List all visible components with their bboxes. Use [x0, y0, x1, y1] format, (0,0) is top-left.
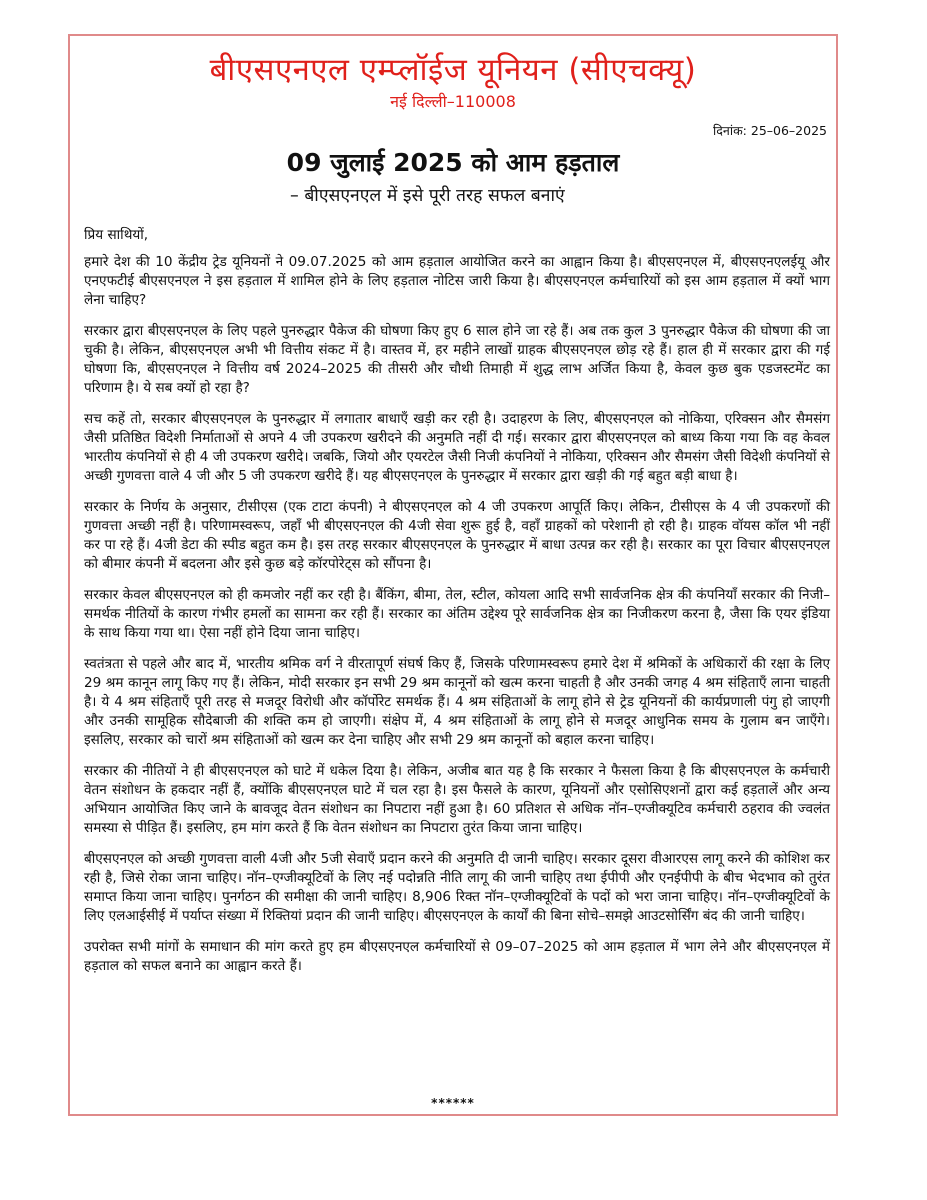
organization-city: नई दिल्ली–110008: [390, 92, 516, 111]
paragraph-1: हमारे देश की 10 केंद्रीय ट्रेड यूनियनों ने 09.07.2025 को आम हड़ताल आयोजित करने का आह्वान किया है। बीएसएनएल में, बीएसएनएलईयू और एनएफटीई बीएसएनएल ने इस हड़ताल में शामिल होने के लिए हड़ताल नोटिस जारी किया है। बीएसएनएल कर्मचारियों को इस आम हड़ताल में क्यों भाग लेना चाहिए?: [84, 254, 830, 308]
paragraph-5: सरकार केवल बीएसएनएल को ही कमजोर नहीं कर रही है। बैंकिंग, बीमा, तेल, स्टील, कोयला आदि सभी सार्वजनिक क्षेत्र की कंपनियाँ सरकार की निजी–समर्थक नीतियों के कारण गंभीर हमलों का सामना कर रही हैं। सरकार का अंतिम उद्देश्य पूरे सार्वजनिक क्षेत्र का निजीकरण करना है, जैसा कि एयर इंडिया के साथ किया गया था। ऐसा नहीं होने दिया जाना चाहिए।: [84, 587, 830, 641]
paragraph-8: बीएसएनएल को अच्छी गुणवत्ता वाली 4जी और 5जी सेवाएँ प्रदान करने की अनुमति दी जानी चाहिए। सरकार दूसरा वीआरएस लागू करने की कोशिश कर रही है, जिसे रोका जाना चाहिए। नॉन–एग्जीक्यूटिवों के लिए नई पदोन्नति नीति लागू की जानी चाहिए तथा ईपीपी और एनईपीपी के बीच भेदभाव को तुरंत समाप्त किया जाना चाहिए। पुनर्गठन की समीक्षा की जानी चाहिए। 8,906 रिक्त नॉन–एग्जीक्यूटिवों के पदों को भरा जाना चाहिए। नॉन–एग्जीक्यूटिवों के लिए एलआईसीई में पर्याप्त संख्या में रिक्तियां प्रदान की जानी चाहिए। बीएसएनएल के कार्यों की बिना सोचे–समझे आउटसोर्सिंग बंद की जानी चाहिए।: [84, 851, 830, 924]
letter-title: 09 जुलाई 2025 को आम हड़ताल: [286, 148, 620, 177]
paragraph-9: उपरोक्त सभी मांगों के समाधान की मांग करते हुए हम बीएसएनएल कर्मचारियों से 09–07–2025 को आम हड़ताल में भाग लेने और बीएसएनएल में हड़ताल को सफल बनाने का आह्वान करते हैं।: [84, 939, 830, 974]
paragraph-4: सरकार के निर्णय के अनुसार, टीसीएस (एक टाटा कंपनी) ने बीएसएनएल को 4 जी उपकरण आपूर्ति किए। लेकिन, टीसीएस के 4 जी उपकरणों की गुणवत्ता अच्छी नहीं है। परिणामस्वरूप, जहाँ भी बीएसएनएल की 4जी सेवा शुरू हुई है, वहाँ ग्राहकों को परेशानी हो रही है। ग्राहक वॉयस कॉल भी नहीं कर पा रहे हैं। 4जी डेटा की स्पीड बहुत कम है। इस तरह सरकार बीएसएनएल के पुनरुद्धार में बाधा उत्पन्न कर रही है। सरकार का पूरा विचार बीएसएनएल को बीमार कंपनी में बदलना और इसे कुछ बड़े कॉरपोरेट्स को सौंपना है।: [84, 499, 830, 572]
paragraph-2: सरकार द्वारा बीएसएनएल के लिए पहले पुनरुद्धार पैकेज की घोषणा किए हुए 6 साल होने जा रहे हैं। अब तक कुल 3 पुनरुद्धार पैकेज की घोषणा की जा चुकी है। लेकिन, बीएसएनएल अभी भी वित्तीय संकट में है। वास्तव में, हर महीने लाखों ग्राहक बीएसएनएल छोड़ रहे हैं। हाल ही में सरकार द्वारा की गई घोषणा कि, बीएसएनएल ने वित्तीय वर्ष 2024–2025 की तीसरी और चौथी तिमाही में शुद्ध लाभ अर्जित किया है, केवल कुछ बुक एडजस्टमेंट का परिणाम है। ये सब क्यों हो रहा है?: [84, 323, 830, 396]
letter-subtitle: – बीएसएनएल में इसे पूरी तरह सफल बनाएं: [290, 186, 565, 206]
paragraph-7: सरकार की नीतियों ने ही बीएसएनएल को घाटे में धकेल दिया है। लेकिन, अजीब बात यह है कि सरकार ने फैसला किया है कि बीएसएनएल के कर्मचारी वेतन संशोधन के हकदार नहीं हैं, क्योंकि बीएसएनएल घाटे में चल रहा है। इस फैसले के कारण, यूनियनों और एसोसिएशनों द्वारा कई हड़तालें और अन्य अभियान आयोजित किए जाने के बावजूद वेतन संशोधन का निपटारा नहीं हुआ है। 60 प्रतिशत से अधिक नॉन–एग्जीक्यूटिव कर्मचारी ठहराव की ज्वलंत समस्या से पीड़ित हैं। इसलिए, हम मांग करते हैं कि वेतन संशोधन का निपटारा तुरंत किया जाना चाहिए।: [84, 763, 830, 836]
letter-date: दिनांक: 25–06–2025: [713, 123, 827, 138]
paragraph-3: सच कहें तो, सरकार बीएसएनएल के पुनरुद्धार में लगातार बाधाएँ खड़ी कर रही है। उदाहरण के लिए, बीएसएनएल को नोकिया, एरिक्सन और सैमसंग जैसी प्रतिष्ठित विदेशी निर्माताओं से अपने 4 जी उपकरण खरीदने की अनुमति नहीं दी गई। सरकार द्वारा बीएसएनएल को बाध्य किया गया कि वह केवल भारतीय कंपनियों से ही 4 जी उपकरण खरीदे। जबकि, जियो और एयरटेल जैसी निजी कंपनियों ने नोकिया, एरिक्सन और सैमसंग जैसी विदेशी कंपनियों से अच्छी गुणवत्ता वाले 4 जी और 5 जी उपकरण खरीदे हैं। यह बीएसएनएल के पुनरुद्धार में सरकार द्वारा खड़ी की गई बहुत बड़ी बाधा है।: [84, 411, 830, 484]
paragraph-6: स्वतंत्रता से पहले और बाद में, भारतीय श्रमिक वर्ग ने वीरतापूर्ण संघर्ष किए हैं, जिसके परिणामस्वरूप हमारे देश में श्रमिकों के अधिकारों की रक्षा के लिए 29 श्रम कानून लागू किए गए हैं। लेकिन, मोदी सरकार इन सभी 29 श्रम कानूनों को खत्म करना चाहती है और उनकी जगह 4 श्रम संहिताएँ लाना चाहती है। ये 4 श्रम संहिताएँ पूरी तरह से मजदूर विरोधी और कॉर्पोरेट समर्थक हैं। 4 श्रम संहिताओं के लागू होने से ट्रेड यूनियनों की कार्यप्रणाली पंगु हो जाएगी और उनकी सामूहिक सौदेबाजी की शक्ति कम हो जाएगी। संक्षेप में, 4 श्रम संहिताओं के लागू होने से मजदूर आधुनिक समय के गुलाम बन जाएँगे। इसलिए, सरकार को चारों श्रम संहिताओं को खत्म कर देना चाहिए और सभी 29 श्रम कानूनों को बहाल करना चाहिए।: [84, 656, 831, 748]
end-mark: ******: [431, 1096, 475, 1110]
letter-body: [84, 226, 830, 988]
salutation: प्रिय साथियों,: [84, 227, 149, 243]
organization-name: बीएसएनएल एम्प्लॉईज यूनियन (सीएचक्यू): [209, 52, 697, 88]
